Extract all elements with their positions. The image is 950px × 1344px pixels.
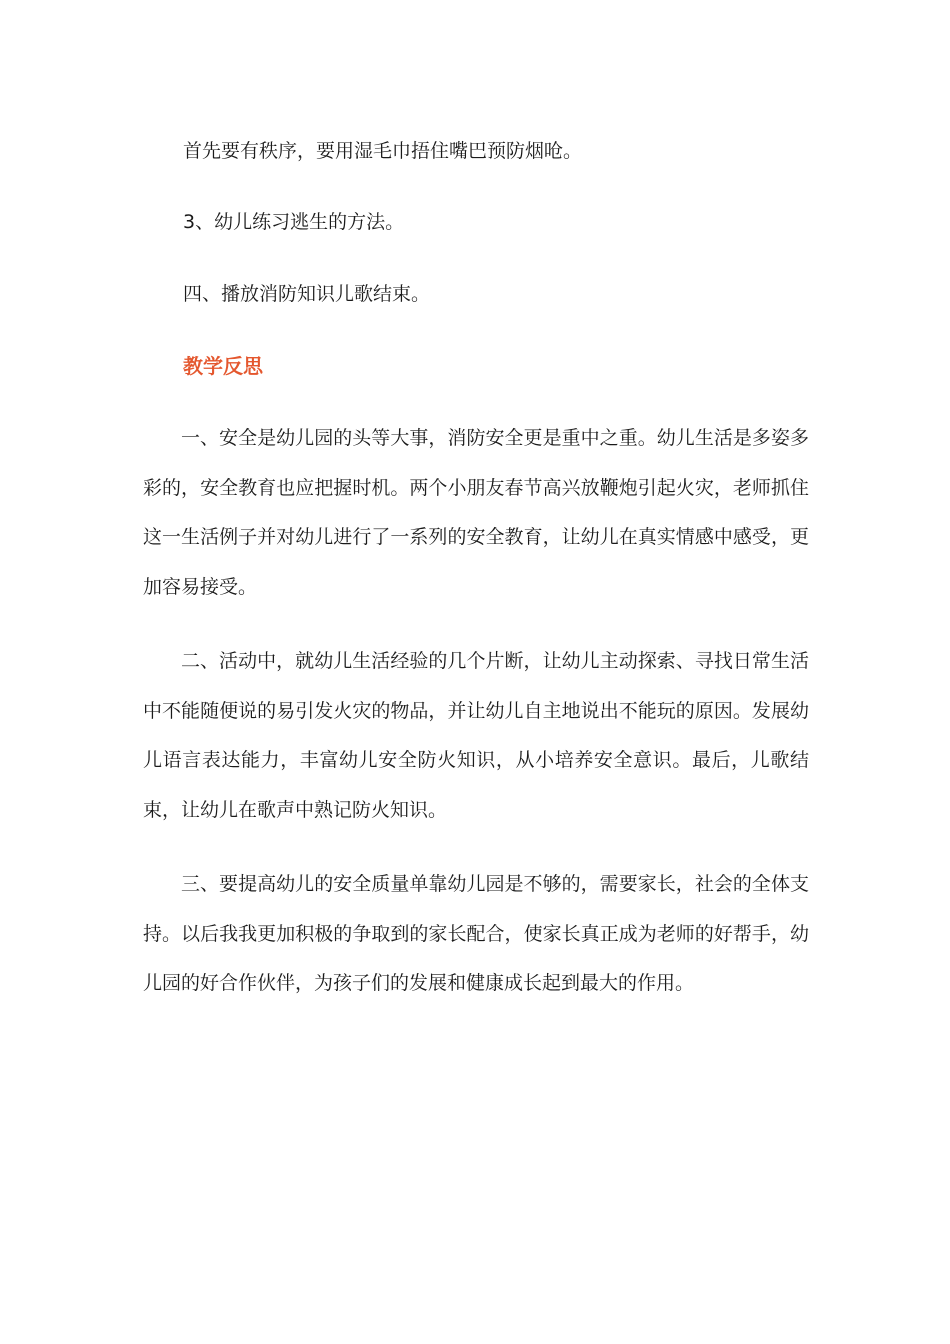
paragraph-1: 一、安全是幼儿园的头等大事，消防安全更是重中之重。幼儿生活是多姿多彩的，安全教育也应把握时机。两个小朋友春节高兴放鞭炮引起火灾，老师抓住这一生活例子并对幼儿进行了一系列的安全教育，让幼儿在真实情感中感受，更加容易接受。 [143, 427, 809, 598]
paragraph-2: 二、活动中，就幼儿生活经验的几个片断，让幼儿主动探索、寻找日常生活中不能随便说的易引发火灾的物品，并让幼儿自主地说出不能玩的原因。发展幼儿语言表达能力，丰富幼儿安全防火知识，从小培养安全意识。最后，儿歌结束，让幼儿在歌声中熟记防火知识。 [143, 650, 809, 821]
section-heading: 教学反思 [183, 354, 263, 378]
text-line-2: 3、幼儿练习逃生的方法。 [183, 211, 405, 233]
text-line-3: 四、播放消防知识儿歌结束。 [183, 283, 431, 305]
paragraph-3: 三、要提高幼儿的安全质量单靠幼儿园是不够的，需要家长，社会的全体支持。以后我我更加积极的争取到的家长配合，使家长真正成为老师的好帮手，幼儿园的好合作伙伴，为孩子们的发展和健康成长起到最大的作用。 [143, 873, 809, 994]
text-line-1: 首先要有秩序，要用湿毛巾捂住嘴巴预防烟呛。 [183, 140, 583, 162]
